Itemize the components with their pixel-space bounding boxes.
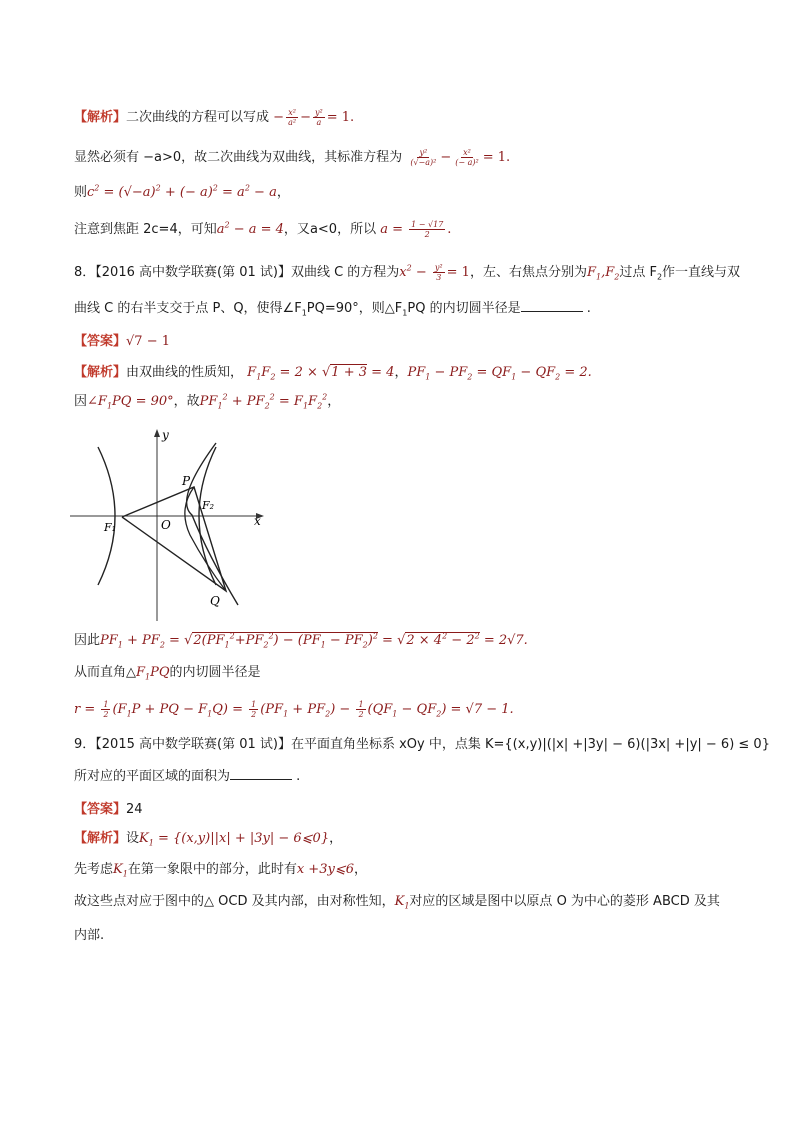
q8-answer-line xyxy=(74,333,170,351)
p7-text: a>0，故二次曲线为双曲线，其标准方程为 xyxy=(154,150,403,165)
p7-c2-equation: $c^2 = (√-a)^2$ + (− $a)^2 = a^2 - a$ xyxy=(87,183,277,200)
q8-text: 曲线 C 的右半支交于点 P、Q，使得∠F xyxy=(74,301,302,316)
p7-analysis-line3: 则$c^2 = (√-a)^2$ + (− $a)^2 = a^2 - a$， xyxy=(74,183,290,200)
q8-text: 过点 F xyxy=(619,265,657,280)
q9-text: 对应的区域是图中以原点 xyxy=(409,894,553,909)
point-f2-label: F₂ xyxy=(202,499,215,512)
q9-answer-line xyxy=(74,801,143,819)
q9-set-definition: xOy 中，点集 K={(x,y)|(|x| +|3y| − 6)(|3x| +|y| − 6) ≤ 0} xyxy=(399,737,770,752)
q8-text: ，左、右焦点分别为 xyxy=(469,265,587,280)
q9-k1: $K_1$ xyxy=(394,894,410,911)
q8-number: 8． xyxy=(74,265,96,280)
q8-text: PQ=90°，则△F xyxy=(306,301,403,316)
q8-text: 从而直角△ xyxy=(74,665,136,680)
p7-standard-equation: $\frac{\text{y²}}{\text{(√−a)²}}$ − $\frac{\text{x²}}{\text{(− a)²}}$ = 1. xyxy=(410,148,511,167)
q9-text: 在第一象限中的部分，此时有 xyxy=(127,862,297,877)
q8-stem-line1: 8．【2016 高中数学联赛(第 01 试)】双曲线 C 的方程为$x^2$ − $\frac{\text{y²}}{3}$ = 1，左、右焦点分别为$F_1,F_2$过点 $F_2$作一直线与双 xyxy=(74,263,741,282)
q8-analysis-line2: 因$\angle F_1PQ = 90^\circ$，故$PF_1^2 + PF_2^2 = F_1F_2^2$， xyxy=(74,392,341,411)
q8-stem-line2: 曲线 C 的右半支交于点 P、Q，使得$\angle F_1PQ=90^\circ$，则$\triangle F_1PQ$ 的内切圆半径是 . xyxy=(74,301,591,318)
q9-answer-value: 24 xyxy=(126,802,143,817)
q9-analysis-line3 xyxy=(74,893,720,911)
q8-source: 【2016 高中数学联赛(第 01 试)】 xyxy=(95,265,291,280)
q8-text: PQ 的内切圆半径是 xyxy=(407,301,521,316)
q8-radius-equation: r = $\frac{1}{2}$ ($F_1P$ + PQ − $F_1Q$) = $\frac{1}{2}$ $(PF_1 + PF_2)$ − $\frac{1}{2}$ $(QF_1 - QF_2) = √7 - 1$. xyxy=(74,700,514,719)
answer-tag: 【答案】 xyxy=(74,802,127,817)
q9-text: 故这些点对应于图中的△ OCD 及其内部，由对称性知， xyxy=(74,894,395,909)
p7-a-equation: $a^2 - a = 4$ xyxy=(216,220,284,237)
q8-analysis-line1: 【解析】由双曲线的性质知， $F_1F_2 = 2 \times √1 + 3 = 4$，$PF_1 - PF_2 = QF_1 - QF_2 = 2$. xyxy=(74,365,592,382)
point-p-label: P xyxy=(182,474,191,488)
point-q-label: Q xyxy=(210,594,220,608)
origin-label: O xyxy=(161,518,171,532)
p7-text: 显然必须有 − xyxy=(74,150,155,165)
q8-answer-value: √7 − 1 xyxy=(126,334,170,349)
q9-text: 所对应的平面区域的面积为 xyxy=(74,769,231,784)
q9-text: 设 xyxy=(126,831,140,846)
q8-pf-equation: $PF_1 - PF_2 = QF_1 - QF_2 = 2$. xyxy=(407,365,592,382)
q9-text: O 为中心的菱形 ABCD 及其 xyxy=(556,894,720,909)
q9-analysis-line4 xyxy=(74,927,104,945)
q9-text: 内部. xyxy=(74,928,105,943)
q8-text: 作一直线与双 xyxy=(662,265,741,280)
q8-foci: $F_1,F_2$ xyxy=(586,265,620,282)
q9-answer-blank xyxy=(230,767,292,780)
q9-text: 在平面直角坐标系 xyxy=(290,737,395,752)
q8-text: 双曲线 C 的方程为 xyxy=(290,265,400,280)
p7-text: 则 xyxy=(74,185,88,200)
point-f1-label: F₁ xyxy=(104,521,117,534)
q8-analysis-line5 xyxy=(74,700,514,719)
p7-analysis-line1 xyxy=(74,108,354,127)
q8-hyperbola-equation: $x^2$ − $\frac{\text{y²}}{3}$ = 1 xyxy=(399,263,470,282)
y-label: y xyxy=(162,428,169,442)
q9-analysis-line2: 先考虑$K_1$在第一象限中的部分，此时有x +3y⩽6， xyxy=(74,862,367,879)
p7-text: a<0，所以 xyxy=(309,222,377,237)
p7-text: 注意到焦距 2c=4，可知 xyxy=(74,222,217,237)
answer-tag: 【答案】 xyxy=(74,334,127,349)
analysis-tag: 【解析】 xyxy=(74,365,127,380)
p7-text: ，又 xyxy=(283,222,310,237)
p7-analysis-line4 xyxy=(74,220,451,239)
x-label: x xyxy=(254,514,261,528)
q9-k1: $K_1$ xyxy=(113,862,128,879)
q9-source: 【2015 高中数学联赛(第 01 试)】 xyxy=(95,737,291,752)
q8-triangle-name: $F_1PQ$ xyxy=(136,665,170,682)
q9-text: 先考虑 xyxy=(74,862,114,877)
analysis-tag: 【解析】 xyxy=(74,110,127,125)
analysis-tag: 【解析】 xyxy=(74,831,127,846)
q9-stem-line1 xyxy=(74,736,770,754)
q9-number: 9． xyxy=(74,737,96,752)
p7-analysis-line2 xyxy=(74,148,510,167)
p7-text: 二次曲线的方程可以写成 xyxy=(126,110,270,125)
q8-f1f2-equation: $F_1F_2 = 2 \times √1 + 3 = 4$ xyxy=(247,365,395,382)
q8-sum-equation: $PF_1 + PF_2 = √2(PF_1^2+PF_2^2) - (PF_1 - PF_2)^2 = √2 \times 4^2 - 2^2 = 2√7$. xyxy=(100,631,528,650)
q9-analysis-line1: 【解析】设$K_1 = \{(x,y)||x| + |3y|$ − 6⩽0}， xyxy=(74,831,343,848)
q8-angle-equation: $\angle F_1PQ = 90^\circ$ xyxy=(87,394,174,411)
q9-stem-line2: 所对应的平面区域的面积为 . xyxy=(74,769,301,784)
q8-text: 因 xyxy=(74,394,88,409)
q9-k1-definition: $K_1 = \{(x,y)||x| + |3y|$ − 6⩽0} xyxy=(139,831,330,848)
q8-analysis-line4 xyxy=(74,664,261,682)
y-axis-arrow xyxy=(154,429,160,437)
q8-text: 因此 xyxy=(74,633,101,648)
p7-equation: − $\frac{\text{x²}}{\text{a²}}$ − $\frac{\text{y²}}{a}$ = 1. xyxy=(273,108,355,127)
q9-inequality: x +3y⩽6 xyxy=(296,862,354,877)
q8-answer-blank xyxy=(521,299,583,312)
q8-text: 的内切圆半径是 xyxy=(169,665,261,680)
hyperbola-figure xyxy=(70,425,270,625)
p7-a-value: a = $\frac{1 - √17}{2}$ . xyxy=(380,220,452,239)
q8-analysis-line3 xyxy=(74,632,528,650)
q8-text: 由双曲线的性质知， xyxy=(126,365,244,380)
q8-pythagoras-equation: $PF_1^2 + PF_2^2 = F_1F_2^2$ xyxy=(199,392,328,411)
